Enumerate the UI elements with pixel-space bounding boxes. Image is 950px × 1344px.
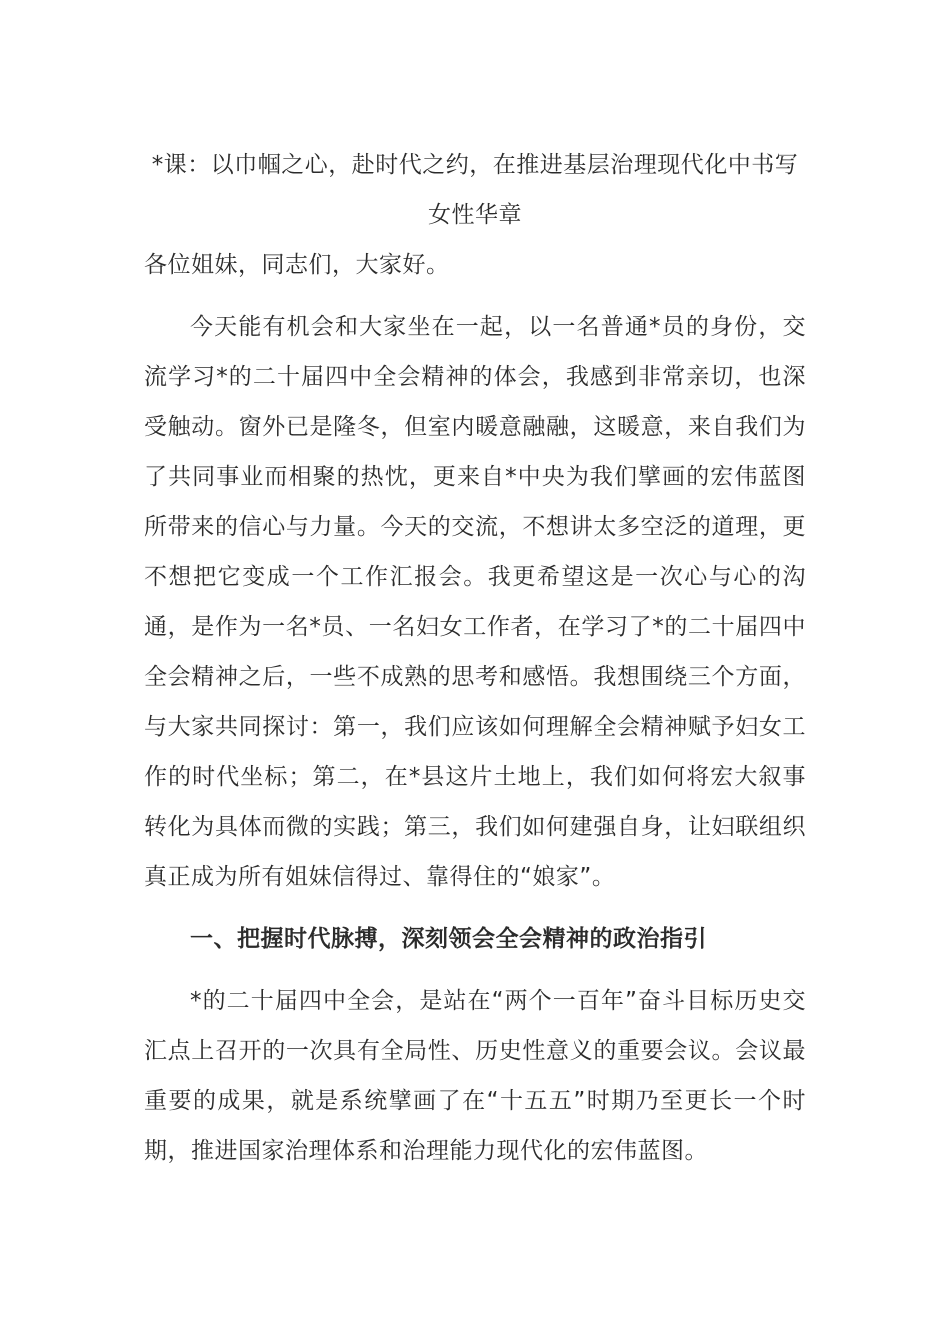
greeting-line: 各位姐妹，同志们，大家好。	[144, 252, 450, 278]
document-title: *课：以巾帼之心，赴时代之约，在推进基层治理现代化中书写女性华章	[151, 152, 799, 228]
document-body	[144, 140, 806, 1176]
section-heading: 一、把握时代脉搏，深刻领会全会精神的政治指引	[190, 926, 707, 952]
section-paragraph: *的二十届四中全会，是站在“两个一百年”奋斗目标历史交汇点上召开的一次具有全局性、历史性意义的重要会议。会议最重要的成果，就是系统擘画了在“十五五”时期乃至更长一个时期，推进国家治理体系和治理能力现代化的宏伟蓝图。	[144, 988, 806, 1164]
intro-paragraph: 今天能有机会和大家坐在一起，以一名普通*员的身份，交流学习*的二十届四中全会精神的体会，我感到非常亲切，也深受触动。窗外已是隆冬，但室内暖意融融，这暖意，来自我们为了共同事业而相聚的热忱，更来自*中央为我们擘画的宏伟蓝图所带来的信心与力量。今天的交流，不想讲太多空泛的道理，更不想把它变成一个工作汇报会。我更希望这是一次心与心的沟通，是作为一名*员、一名妇女工作者，在学习了*的二十届四中全会精神之后，一些不成熟的思考和感悟。我想围绕三个方面，与大家共同探讨：第一，我们应该如何理解全会精神赋予妇女工作的时代坐标；第二，在*县这片土地上，我们如何将宏大叙事转化为具体而微的实践；第三，我们如何建强自身，让妇联组织真正成为所有姐妹信得过、靠得住的“娘家”。	[144, 314, 806, 890]
